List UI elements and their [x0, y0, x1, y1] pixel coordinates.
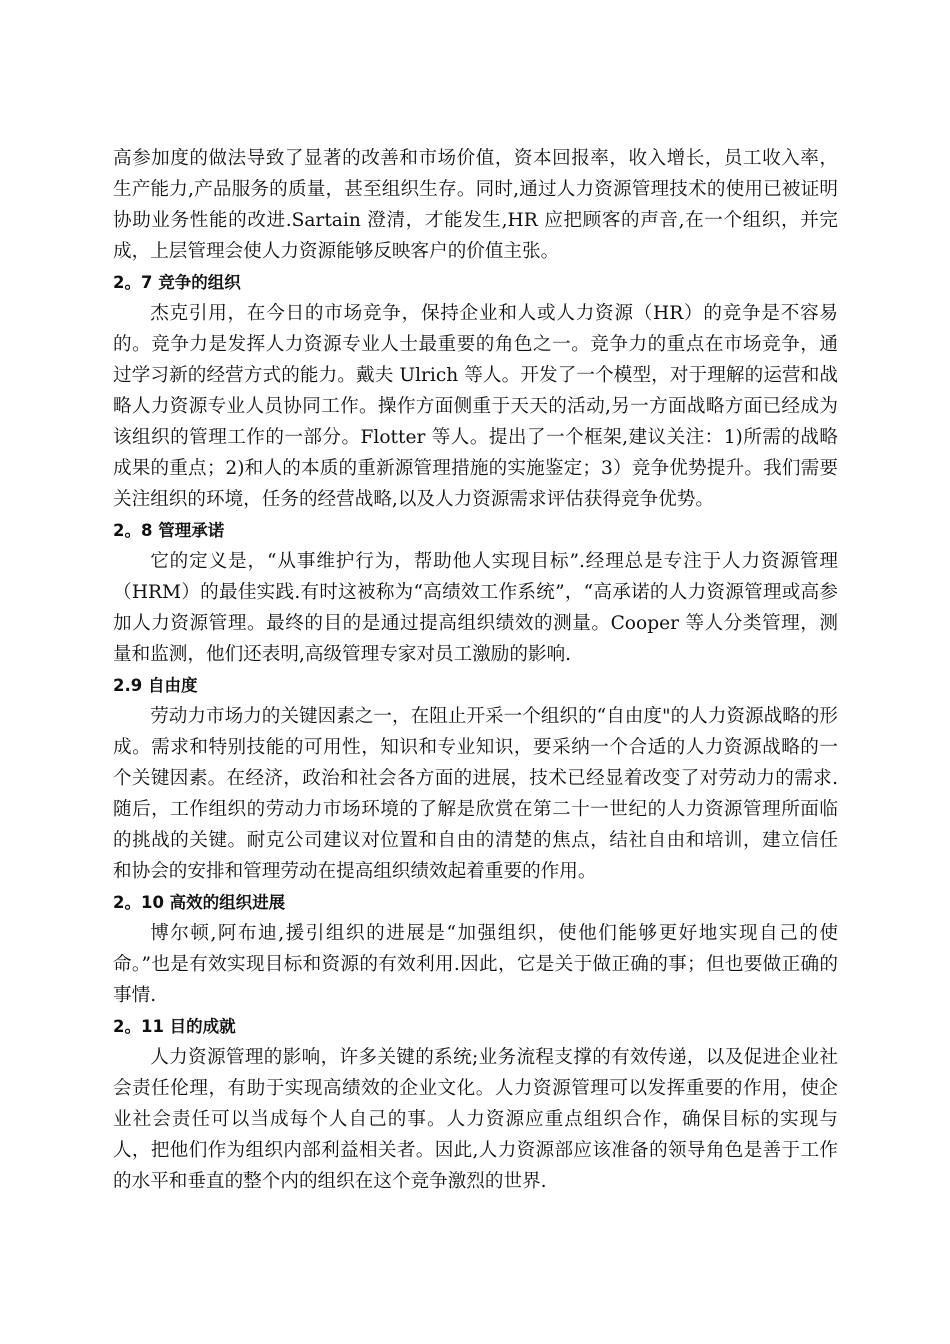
intro-paragraph: 高参加度的做法导致了显著的改善和市场价值，资本回报率，收入增长，员工收入率，生产能力,产品服务的质量，甚至组织生存。同时,通过人力资源管理技术的使用已被证明协助业务性能的改进.Sartain 澄清，才能发生,HR 应把顾客的声音,在一个组织，并完成，上层管理会使人力资源能够反映客户的价值主张。: [113, 148, 838, 262]
section-paragraph: 它的定义是，“从事维护行为，帮助他人实现目标”.经理总是专注于人力资源管理（HRM）的最佳实践.有时这被称为“高绩效工作系统”，“高承诺的人力资源管理或高参加人力资源管理。最终的目的是通过提高组织绩效的测量。Cooper 等人分类管理，测量和监测，他们还表明,高级管理专家对员工激励的影响.: [113, 551, 838, 665]
section-heading: 2。8 管理承诺: [113, 521, 225, 540]
section-goal-achievement: [113, 1011, 838, 1197]
section-competitive-organization: [113, 267, 838, 515]
section-paragraph: 杰克引用，在今日的市场竞争，保持企业和人或人力资源（HR）的竞争是不容易的。竞争力是发挥人力资源专业人士最重要的角色之一。竞争力的重点在市场竞争，通过学习新的经营方式的能力。戴夫 Ulrich 等人。开发了一个模型，对于理解的运营和战略人力资源专业人员协同工作。操作方面侧重于天天的活动,另一方面战略方面已经成为该组织的管理工作的一部分。Flotter 等人。提出了一个框架,建议关注：1)所需的战略成果的重点；2)和人的本质的重新源管理措施的实施鉴定；3）竞争优势提升。我们需要关注组织的环境，任务的经营战略,以及人力资源需求评估获得竞争优势。: [113, 303, 838, 510]
section-heading: 2。7 竞争的组织: [113, 273, 241, 292]
section-paragraph: 劳动力市场力的关键因素之一，在阻止开采一个组织的“自由度"的人力资源战略的形成。需求和特别技能的可用性，知识和专业知识，要采纳一个合适的人力资源战略的一个关键因素。在经济，政治和社会各方面的进展，技术已经显着改变了对劳动力的需求.随后，工作组织的劳动力市场环境的了解是欣赏在第二十一世纪的人力资源管理所面临的挑战的关键。耐克公司建议对位置和自由的清楚的焦点，结社自由和培训，建立信任和协会的安排和管理劳动在提高组织绩效起着重要的作用。: [113, 706, 838, 882]
section-heading: 2。11 目的成就: [113, 1017, 236, 1036]
section-efficient-organization-progress: [113, 887, 838, 1011]
section-heading: 2.9 自由度: [113, 676, 198, 695]
section-degree-of-freedom: [113, 670, 838, 887]
section-management-commitment: [113, 515, 838, 670]
section-paragraph: 博尔顿,阿布迪,援引组织的进展是“加强组织，使他们能够更好地实现自己的使命。”也是有效实现目标和资源的有效利用.因此，它是关于做正确的事；但也要做正确的事情.: [113, 923, 838, 1006]
section-paragraph: 人力资源管理的影响，许多关键的系统;业务流程支撑的有效传递，以及促进企业社会责任伦理，有助于实现高绩效的企业文化。人力资源管理可以发挥重要的作用，使企业社会责任可以当成每个人自己的事。人力资源应重点组织合作，确保目标的实现与人，把他们作为组织内部利益相关者。因此,人力资源部应该准备的领导角色是善于工作的水平和垂直的整个内的组织在这个竞争激烈的世界.: [113, 1047, 838, 1192]
section-heading: 2。10 高效的组织进展: [113, 893, 286, 912]
